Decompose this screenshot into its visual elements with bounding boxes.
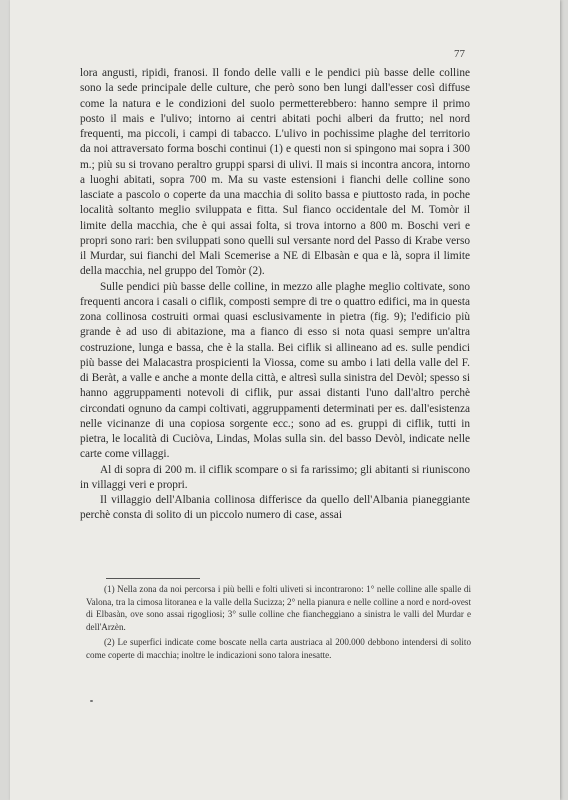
paragraph-2: Sulle pendici più basse delle colline, in mezzo alle plaghe meglio coltivate, sono frequenti ancora i casali o ciflik, composti sempre di tre o quattro edifici, ma in questa zona collinosa costruiti ormai quasi esclusivamente in pietra (fig. 9); l'edificio più grande è ad uso di abitazione, ma a fianco di esso si nota quasi sempre un'altra costruzione, lunga e bassa, che è la stalla. Bei ciflik si allineano ad es. sulle pendici più basse dei Malacastra prospicienti la Viossa, come su ambo i lati della valle del F. di Beràt, a valle e anche a monte della città, e altresì sulla sinistra del Devòl; spesso si hanno aggruppamenti notevoli di ciflik, pur assai distanti l'uno dall'altro perchè circondati ognuno da campi coltivati, aggruppamenti determinati per es. dall'esistenza nelle vicinanze di una copiosa sorgente ecc.; sono ad es. gruppi di ciflik, tutti in pietra, le località di Cuciòva, Lindas, Molas sulla sin. del basso Devòl, indicate nelle carte come villaggi.: [80, 280, 470, 461]
paragraph-1: lora angusti, ripidi, franosi. Il fondo delle valli e le pendici più basse delle colline sono la sede principale delle culture, che però sono ben lungi dall'esser così diffuse come la natura e le condizioni del suolo permetterebbero: hanno sempre il primo posto il mais e l'ulivo; intorno ai centri abitati pochi alberi da frutto; nel nord frequenti, ma piccoli, i campi di tabacco. L'ulivo in pochissime plaghe del territorio da noi attraversato forma boschi continui (1) e questi non si spingono mai sopra i 300 m.; più su si trovano peraltro gruppi sparsi di ulivi. Il mais si incontra ancora, intorno a luoghi abitati, sopra 700 m. Ma su vaste estensioni i fianchi delle colline sono lasciate a pascolo o coperte da una macchia di solito bassa e piuttosto rada, in poche località soltanto meglio sviluppata e fitta. Sul fianco occidentale del M. Tomòr il limite della macchia, che è qui assai folta, si trova intorno a 800 m. Boschi veri e propri sono rari: ben sviluppati sono quelli sul versante nord del Passo di Krabe verso il Murdar, sui fianchi del Mali Scemerise a NE di Elbasàn e qua e là, sopra il limite della macchia, nel gruppo del Tomòr (2).: [80, 67, 470, 278]
footnote-2: (2) Le superfici indicate come boscate nella carta austriaca al 200.000 debbono intendersi di solito come coperte di macchia; inoltre le indicazioni sono talora inesatte.: [86, 636, 471, 660]
footnote-1: (1) Nella zona da noi percorsa i più belli e folti uliveti si incontrarono: 1° nelle colline alle spalle di Valona, tra la cimosa litoranea e la valle della Sucizza; 2° nella pianura e nelle colline a nord e nord-ovest di Elbasàn, ove sono assai rigogliosi; 3° sulle colline che fiancheggiano a sinistra le valli del Murdar e dell'Arzèn.: [86, 584, 471, 633]
paragraph-3: Al di sopra di 200 m. il ciflik scompare o si fa rarissimo; gli abitanti si riuniscono in villaggi veri e propri.: [80, 463, 470, 491]
main-text: [80, 66, 470, 524]
book-page: [10, 0, 560, 800]
paragraph-4: Il villaggio dell'Albania collinosa differisce da quello dell'Albania pianeggiante perchè consta di solito di un piccolo numero di case, assai: [80, 494, 470, 522]
footnotes: [86, 583, 471, 663]
footnote-divider: [106, 578, 200, 579]
page-number: 77: [454, 48, 465, 60]
paper-speck: [90, 700, 93, 702]
